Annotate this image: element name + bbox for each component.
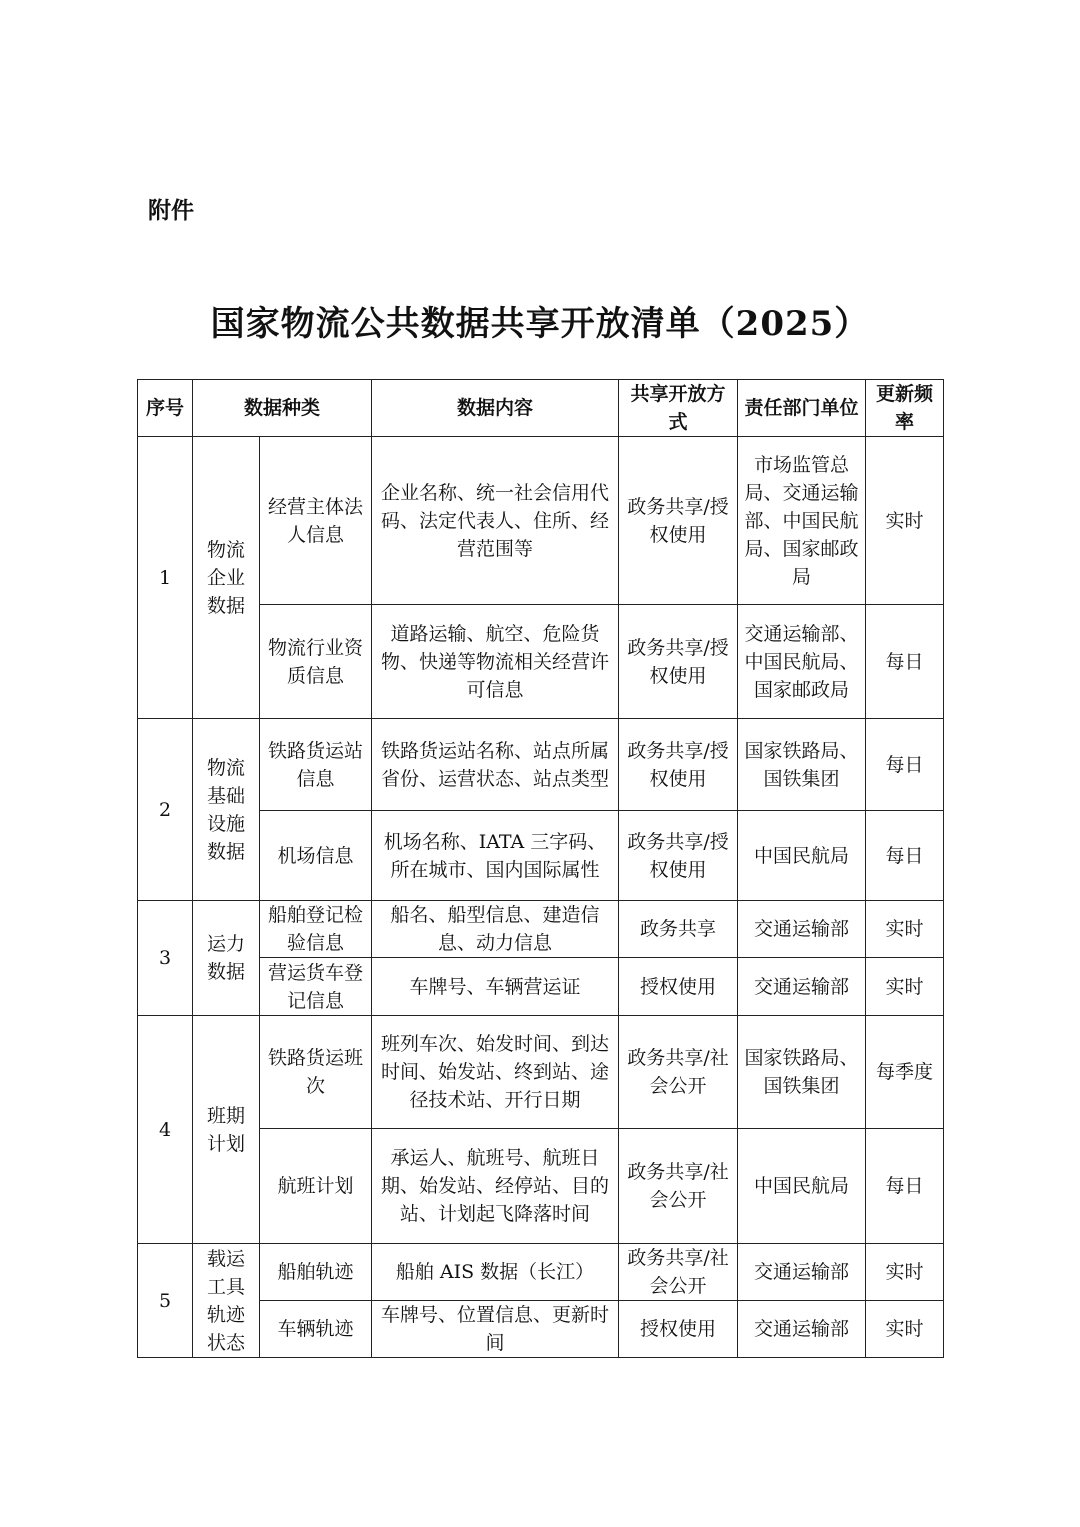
header-mode: 共享开放方式: [619, 380, 738, 437]
sub-category: 经营主体法人信息: [260, 437, 372, 605]
data-list-table: [137, 379, 944, 1358]
header-content: 数据内容: [372, 380, 619, 437]
page-title: 国家物流公共数据共享开放清单（2025）: [210, 304, 870, 344]
responsible-dept: 国家铁路局、国铁集团: [738, 719, 866, 811]
share-mode: 政务共享/授权使用: [619, 605, 738, 719]
table-row: [138, 901, 944, 958]
header-category: 数据种类: [193, 380, 372, 437]
data-content: 车牌号、车辆营运证: [372, 958, 619, 1016]
data-content: 铁路货运站名称、站点所属省份、运营状态、站点类型: [372, 719, 619, 811]
data-content: 企业名称、统一社会信用代码、法定代表人、住所、经营范围等: [372, 437, 619, 605]
header-freq: 更新频率: [866, 380, 944, 437]
group-name: 运力数据: [193, 901, 260, 1016]
sub-category: 物流行业资质信息: [260, 605, 372, 719]
data-content: 班列车次、始发时间、到达时间、始发站、终到站、途径技术站、开行日期: [372, 1016, 619, 1129]
share-mode: 授权使用: [619, 1301, 738, 1358]
update-frequency: 每日: [866, 1129, 944, 1244]
sub-category: 营运货车登记信息: [260, 958, 372, 1016]
attachment-label: 附件: [148, 198, 194, 224]
sub-category: 机场信息: [260, 811, 372, 901]
responsible-dept: 交通运输部、中国民航局、国家邮政局: [738, 605, 866, 719]
group-seq: 1: [138, 437, 193, 719]
share-mode: 政务共享: [619, 901, 738, 958]
sub-category: 航班计划: [260, 1129, 372, 1244]
responsible-dept: 国家铁路局、国铁集团: [738, 1016, 866, 1129]
group-seq: 3: [138, 901, 193, 1016]
responsible-dept: 交通运输部: [738, 901, 866, 958]
share-mode: 政务共享/社会公开: [619, 1129, 738, 1244]
sub-category: 铁路货运站信息: [260, 719, 372, 811]
data-content: 承运人、航班号、航班日期、始发站、经停站、目的站、计划起飞降落时间: [372, 1129, 619, 1244]
sub-category: 船舶轨迹: [260, 1244, 372, 1301]
data-content: 机场名称、IATA 三字码、所在城市、国内国际属性: [372, 811, 619, 901]
share-mode: 政务共享/授权使用: [619, 811, 738, 901]
update-frequency: 实时: [866, 958, 944, 1016]
data-content: 车牌号、位置信息、更新时间: [372, 1301, 619, 1358]
share-mode: 政务共享/社会公开: [619, 1016, 738, 1129]
group-seq: 5: [138, 1244, 193, 1358]
group-name: 物流基础设施数据: [193, 719, 260, 901]
group-name: 载运工具轨迹状态: [193, 1244, 260, 1358]
table-row: [138, 1016, 944, 1129]
sub-category: 车辆轨迹: [260, 1301, 372, 1358]
sub-category: 船舶登记检验信息: [260, 901, 372, 958]
update-frequency: 实时: [866, 437, 944, 605]
update-frequency: 每日: [866, 811, 944, 901]
responsible-dept: 市场监管总局、交通运输部、中国民航局、国家邮政局: [738, 437, 866, 605]
update-frequency: 每日: [866, 605, 944, 719]
header-dept: 责任部门单位: [738, 380, 866, 437]
header-seq: 序号: [138, 380, 193, 437]
share-mode: 政务共享/授权使用: [619, 437, 738, 605]
table-row: [138, 437, 944, 605]
responsible-dept: 交通运输部: [738, 958, 866, 1016]
responsible-dept: 交通运输部: [738, 1244, 866, 1301]
share-mode: 政务共享/社会公开: [619, 1244, 738, 1301]
group-seq: 4: [138, 1016, 193, 1244]
data-content: 船名、船型信息、建造信息、动力信息: [372, 901, 619, 958]
data-content: 船舶 AIS 数据（长江）: [372, 1244, 619, 1301]
group-name: 班期计划: [193, 1016, 260, 1244]
responsible-dept: 中国民航局: [738, 811, 866, 901]
update-frequency: 实时: [866, 1301, 944, 1358]
update-frequency: 实时: [866, 901, 944, 958]
update-frequency: 实时: [866, 1244, 944, 1301]
share-mode: 授权使用: [619, 958, 738, 1016]
group-seq: 2: [138, 719, 193, 901]
table-row: [138, 1244, 944, 1301]
data-content: 道路运输、航空、危险货物、快递等物流相关经营许可信息: [372, 605, 619, 719]
update-frequency: 每季度: [866, 1016, 944, 1129]
update-frequency: 每日: [866, 719, 944, 811]
responsible-dept: 中国民航局: [738, 1129, 866, 1244]
group-name: 物流企业数据: [193, 437, 260, 719]
share-mode: 政务共享/授权使用: [619, 719, 738, 811]
sub-category: 铁路货运班次: [260, 1016, 372, 1129]
responsible-dept: 交通运输部: [738, 1301, 866, 1358]
table-row: [138, 719, 944, 811]
header-row: [138, 380, 944, 437]
